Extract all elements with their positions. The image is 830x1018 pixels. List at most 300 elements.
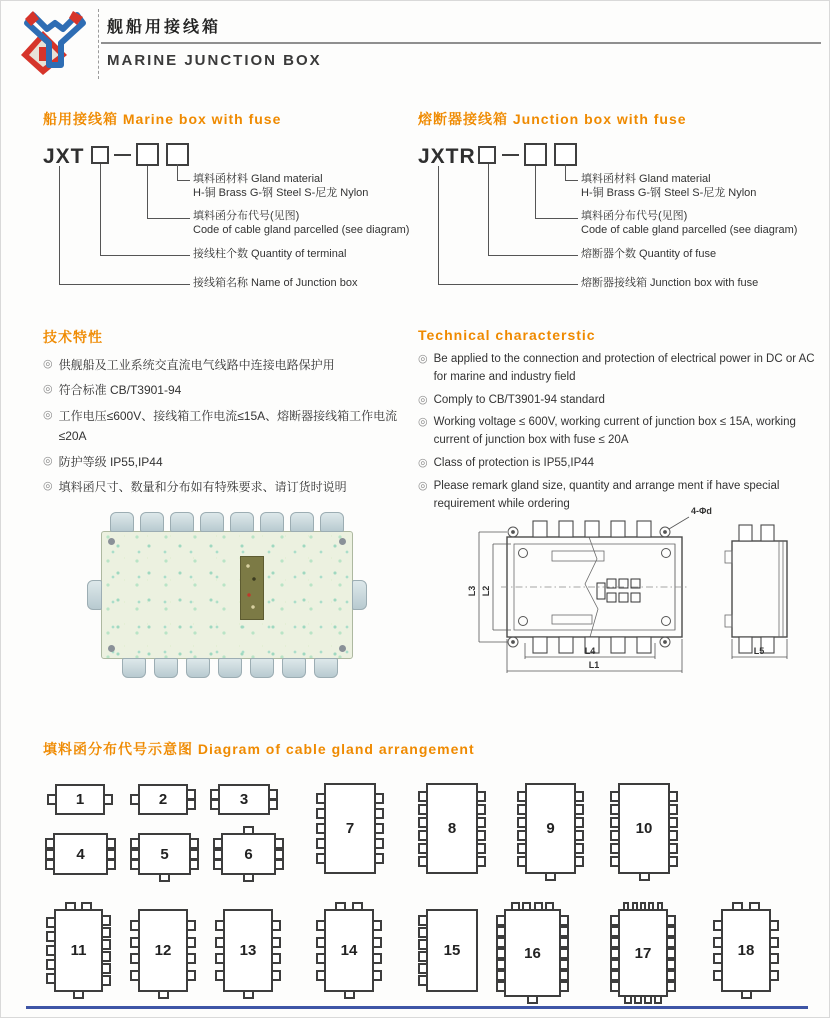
gland-nub — [610, 937, 620, 948]
gland-nub — [713, 937, 723, 948]
gland-nub — [610, 981, 620, 992]
gland-nub — [574, 830, 584, 841]
gland-box-2 — [138, 784, 188, 815]
screw-icon — [108, 538, 115, 545]
gland-nub — [45, 859, 55, 870]
gland-nub — [668, 856, 678, 867]
gland-nub — [610, 856, 620, 867]
cable-gland — [186, 658, 210, 678]
gland-nub — [271, 970, 281, 981]
gland-nub — [189, 838, 199, 849]
header-divider — [98, 9, 99, 79]
gland-nub — [243, 990, 254, 999]
gland-nub — [545, 902, 554, 911]
gland-nub — [316, 953, 326, 964]
gland-nub — [130, 920, 140, 931]
gland-box-number: 1 — [75, 791, 85, 808]
gland-nub — [186, 799, 196, 810]
gland-nub — [476, 791, 486, 802]
gland-box-14 — [324, 909, 374, 992]
gland-nub — [517, 804, 527, 815]
gland-nub — [640, 902, 646, 911]
gland-nub — [186, 953, 196, 964]
gland-nub — [610, 817, 620, 828]
gland-box-number: 18 — [737, 942, 755, 959]
gland-nub — [316, 823, 326, 834]
bullet-icon: ◎ — [418, 353, 428, 365]
gland-nub — [186, 970, 196, 981]
label-gland-material-codes: H-铜 Brass G-钢 Steel S-尼龙 Nylon — [581, 187, 757, 199]
gland-nub — [559, 926, 569, 937]
gland-nub — [496, 959, 506, 970]
cable-gland — [110, 512, 134, 532]
page-title-en: MARINE JUNCTION BOX — [107, 52, 322, 69]
tech-item: ◎ 填料函尺寸、数量和分布如有特殊要求、请订货时说明 — [43, 477, 415, 497]
bullet-icon: ◎ — [418, 457, 428, 470]
gland-nub — [374, 823, 384, 834]
gland-box-12 — [138, 909, 188, 992]
gland-nub — [103, 794, 113, 805]
gland-nub — [106, 838, 116, 849]
footer-rule — [26, 1006, 808, 1009]
gland-box-10 — [618, 783, 670, 874]
gland-nub — [769, 970, 779, 981]
cable-gland — [290, 512, 314, 532]
gland-nub — [418, 856, 428, 867]
gland-nub — [639, 872, 650, 881]
tech-item: ◎ Please remark gland size, quantity and arrange ment if have special requirement while ordering — [418, 478, 818, 514]
gland-nub — [158, 990, 169, 999]
gland-nub — [769, 953, 779, 964]
gland-nub — [623, 902, 629, 911]
gland-nub — [654, 995, 662, 1004]
gland-nub — [632, 902, 638, 911]
bullet-icon: ◎ — [418, 416, 428, 429]
section-heading-fuse-box: 熔断器接线箱 Junction box with fuse — [418, 111, 687, 127]
dim-l3: L3 — [467, 585, 477, 597]
gland-nub — [46, 959, 56, 970]
gland-nub — [559, 959, 569, 970]
bullet-icon: ◎ — [418, 393, 428, 406]
gland-nub — [666, 970, 676, 981]
model-dash — [502, 154, 519, 156]
bullet-icon: ◎ — [43, 408, 53, 421]
gland-nub — [666, 948, 676, 959]
gland-nub — [418, 963, 428, 974]
gland-nub — [713, 953, 723, 964]
tech-item: ◎ 供舰船及工业系统交直流电气线路中连接电路保护用 — [43, 355, 415, 375]
gland-box-1 — [55, 784, 105, 815]
gland-nub — [741, 990, 752, 999]
gland-nub — [666, 915, 676, 926]
gland-nub — [610, 791, 620, 802]
gland-nub — [81, 902, 92, 911]
gland-nub — [476, 830, 486, 841]
model-box-2 — [524, 143, 547, 166]
tech-heading-zh: 技术特性 — [43, 329, 103, 345]
gland-nub — [106, 859, 116, 870]
model-dash — [114, 154, 131, 156]
gland-nub — [243, 873, 254, 882]
gland-nub — [610, 948, 620, 959]
label-name: 熔断器接线箱 Junction box with fuse — [581, 277, 759, 289]
gland-nub — [668, 830, 678, 841]
gland-nub — [610, 915, 620, 926]
gland-nub — [574, 817, 584, 828]
hole-callout: 4-Φd — [691, 506, 712, 516]
gland-nub — [527, 995, 538, 1004]
bullet-icon: ◎ — [43, 454, 53, 467]
gland-nub — [271, 920, 281, 931]
header-rule — [101, 42, 821, 44]
gland-nub — [534, 902, 543, 911]
screw-icon — [339, 645, 346, 652]
gland-nub — [213, 849, 223, 860]
gland-nub — [666, 926, 676, 937]
model-code-diagram-jxt — [43, 143, 423, 303]
gland-nub — [624, 995, 632, 1004]
gland-box-number: 16 — [524, 944, 541, 962]
section-heading-marine-box: 船用接线箱 Marine box with fuse — [43, 111, 282, 127]
gland-box-5 — [138, 833, 191, 875]
gland-nub — [316, 853, 326, 864]
gland-nub — [522, 902, 531, 911]
junction-box-photo — [76, 499, 376, 689]
dim-l2: L2 — [481, 585, 491, 597]
gland-nub — [476, 804, 486, 815]
tech-item: ◎ Comply to CB/T3901-94 standard — [418, 392, 818, 410]
gland-box-number: 17 — [634, 944, 652, 962]
bullet-icon: ◎ — [418, 479, 428, 492]
bullet-icon: ◎ — [43, 383, 53, 396]
tech-item: ◎ Be applied to the connection and protection of electrical power in DC or AC for marine and industry field — [418, 351, 818, 387]
gland-nub — [517, 817, 527, 828]
gland-box-8 — [426, 783, 478, 874]
gland-nub — [559, 970, 569, 981]
label-name: 接线箱名称 Name of Junction box — [193, 277, 358, 289]
gland-box-number: 4 — [76, 845, 85, 863]
gland-nub — [210, 799, 220, 810]
gland-nub — [46, 931, 56, 942]
gland-nub — [545, 872, 556, 881]
gland-nub — [316, 808, 326, 819]
gland-nub — [610, 926, 620, 937]
gland-nub — [610, 959, 620, 970]
gland-nub — [101, 939, 111, 950]
gland-nub — [344, 990, 355, 999]
gland-nub — [496, 926, 506, 937]
gland-diagram-heading: 填料函分布代号示意图 Diagram of cable gland arrangement — [43, 741, 475, 757]
gland-nub — [668, 791, 678, 802]
tech-item: ◎ 符合标准 CB/T3901-94 — [43, 380, 415, 400]
dimensional-drawing — [467, 499, 817, 699]
label-quantity: 熔断器个数 Quantity of fuse — [581, 248, 717, 260]
model-box-1 — [478, 146, 496, 164]
gland-nub — [45, 838, 55, 849]
label-gland-code-en: Code of cable gland parcelled (see diagram) — [581, 224, 798, 236]
label-gland-material: 填料函材料 Gland material — [581, 173, 711, 185]
cable-gland — [352, 580, 367, 610]
gland-nub — [73, 990, 84, 999]
gland-nub — [610, 970, 620, 981]
gland-box-7 — [324, 783, 376, 874]
gland-nub — [213, 859, 223, 870]
bullet-icon: ◎ — [43, 479, 53, 492]
gland-nub — [130, 849, 140, 860]
tech-item: ◎ Working voltage ≤ 600V, working current of junction box ≤ 15A, working current of junction box with fuse ≤ 20A — [418, 414, 818, 450]
gland-nub — [666, 981, 676, 992]
tech-spec-zh — [43, 327, 415, 502]
gland-nub — [496, 937, 506, 948]
gland-nub — [215, 970, 225, 981]
tech-item: ◎ 防护等级 IP55,IP44 — [43, 452, 415, 472]
label-gland-material-codes: H-铜 Brass G-钢 Steel S-尼龙 Nylon — [193, 187, 369, 199]
gland-box-11 — [54, 909, 103, 992]
gland-nub — [101, 975, 111, 986]
gland-nub — [352, 902, 363, 911]
gland-nub — [476, 843, 486, 854]
gland-box-number: 8 — [447, 820, 457, 837]
tech-spec-en — [418, 327, 818, 519]
gland-nub — [517, 843, 527, 854]
gland-box-16 — [504, 909, 561, 997]
company-logo-icon — [15, 9, 95, 79]
gland-nub — [47, 794, 57, 805]
gland-nub — [648, 902, 654, 911]
gland-box-number: 12 — [154, 942, 172, 959]
gland-nub — [418, 791, 428, 802]
model-code: JXTR — [418, 145, 476, 168]
gland-nub — [335, 902, 346, 911]
gland-nub — [130, 859, 140, 870]
gland-nub — [418, 843, 428, 854]
gland-nub — [374, 793, 384, 804]
gland-nub — [666, 937, 676, 948]
gland-nub — [644, 995, 652, 1004]
cable-gland — [260, 512, 284, 532]
cable-gland — [282, 658, 306, 678]
gland-nub — [476, 856, 486, 867]
bullet-icon: ◎ — [43, 358, 53, 370]
gland-nub — [186, 937, 196, 948]
gland-nub — [610, 804, 620, 815]
gland-nub — [418, 804, 428, 815]
gland-nub — [374, 838, 384, 849]
cable-gland — [170, 512, 194, 532]
gland-nub — [574, 804, 584, 815]
gland-nub — [274, 838, 284, 849]
gland-nub — [130, 937, 140, 948]
label-quantity: 接线柱个数 Quantity of terminal — [193, 248, 347, 260]
gland-nub — [101, 915, 111, 926]
gland-nub — [668, 843, 678, 854]
gland-nub — [517, 830, 527, 841]
gland-box-number: 9 — [546, 820, 555, 837]
gland-nub — [101, 963, 111, 974]
leader-line — [438, 166, 578, 285]
gland-nub — [46, 945, 56, 956]
cable-gland — [200, 512, 224, 532]
model-box-3 — [554, 143, 577, 166]
gland-box-number: 14 — [340, 942, 358, 959]
gland-box-18 — [721, 909, 771, 992]
gland-nub — [574, 791, 584, 802]
gland-nub — [496, 948, 506, 959]
gland-box-number: 6 — [244, 845, 253, 863]
gland-nub — [610, 830, 620, 841]
gland-nub — [186, 920, 196, 931]
gland-nub — [559, 937, 569, 948]
dim-l1: L1 — [588, 660, 600, 670]
gland-nub — [749, 902, 760, 911]
gland-nub — [316, 970, 326, 981]
gland-box-number: 5 — [160, 845, 169, 863]
gland-nub — [517, 856, 527, 867]
gland-nub — [418, 915, 428, 926]
gland-nub — [418, 817, 428, 828]
gland-nub — [769, 920, 779, 931]
gland-nub — [45, 849, 55, 860]
cable-gland — [154, 658, 178, 678]
gland-nub — [316, 937, 326, 948]
gland-nub — [372, 920, 382, 931]
gland-box-6 — [221, 833, 276, 875]
gland-nub — [215, 937, 225, 948]
gland-box-4 — [53, 833, 108, 875]
label-gland-code-zh: 填料函分布代号(见图) — [581, 210, 688, 222]
cable-gland — [87, 580, 102, 610]
gland-nub — [517, 791, 527, 802]
model-box-2 — [136, 143, 159, 166]
gland-nub — [657, 902, 663, 911]
gland-nub — [476, 817, 486, 828]
gland-nub — [372, 937, 382, 948]
gland-nub — [418, 927, 428, 938]
gland-nub — [666, 959, 676, 970]
gland-nub — [372, 953, 382, 964]
junction-box-body — [101, 531, 353, 659]
gland-nub — [159, 873, 170, 882]
gland-box-3 — [218, 784, 270, 815]
gland-nub — [372, 970, 382, 981]
gland-box-13 — [223, 909, 273, 992]
tech-heading-en: Technical characterstic — [418, 327, 596, 343]
gland-nub — [189, 859, 199, 870]
gland-nub — [130, 794, 140, 805]
cable-gland — [320, 512, 344, 532]
gland-nub — [634, 995, 642, 1004]
gland-nub — [46, 973, 56, 984]
tech-list-en — [418, 351, 818, 514]
dim-l4: L4 — [584, 646, 596, 656]
gland-nub — [559, 915, 569, 926]
tech-list-zh — [43, 355, 415, 497]
gland-nub — [668, 817, 678, 828]
model-code: JXT — [43, 145, 85, 168]
gland-nub — [374, 808, 384, 819]
gland-nub — [496, 915, 506, 926]
model-box-1 — [91, 146, 109, 164]
gland-nub — [189, 849, 199, 860]
leader-line — [59, 166, 190, 285]
gland-nub — [713, 920, 723, 931]
gland-box-number: 15 — [443, 942, 461, 959]
screw-icon — [339, 538, 346, 545]
label-gland-code-en: Code of cable gland parcelled (see diagram) — [193, 224, 410, 236]
gland-nub — [574, 843, 584, 854]
cable-gland — [122, 658, 146, 678]
gland-nub — [418, 830, 428, 841]
dim-l5: L5 — [753, 646, 765, 656]
gland-nub — [268, 799, 278, 810]
cable-gland — [314, 658, 338, 678]
label-gland-material: 填料函材料 Gland material — [193, 173, 323, 185]
gland-nub — [769, 937, 779, 948]
gland-nub — [215, 953, 225, 964]
gland-nub — [559, 948, 569, 959]
gland-nub — [559, 981, 569, 992]
gland-nub — [732, 902, 743, 911]
gland-nub — [374, 853, 384, 864]
gland-box-number: 7 — [345, 820, 355, 837]
gland-nub — [101, 951, 111, 962]
gland-nub — [130, 838, 140, 849]
cable-gland — [230, 512, 254, 532]
gland-nub — [496, 970, 506, 981]
page-title-zh: 舰船用接线箱 — [107, 19, 222, 36]
model-code-diagram-jxtr — [418, 143, 798, 303]
gland-nub — [274, 859, 284, 870]
gland-nub — [213, 838, 223, 849]
gland-box-number: 10 — [635, 820, 653, 837]
nameplate — [240, 556, 264, 620]
gland-nub — [668, 804, 678, 815]
gland-nub — [316, 838, 326, 849]
tech-item: ◎ 工作电压≤600V、接线箱工作电流≤15A、熔断器接线箱工作电流≤20A — [43, 406, 415, 447]
model-box-3 — [166, 143, 189, 166]
gland-nub — [418, 951, 428, 962]
gland-nub — [418, 975, 428, 986]
gland-nub — [574, 856, 584, 867]
gland-nub — [106, 849, 116, 860]
gland-nub — [130, 970, 140, 981]
gland-nub — [271, 953, 281, 964]
gland-box-number: 11 — [70, 942, 87, 959]
gland-nub — [418, 939, 428, 950]
gland-nub — [274, 849, 284, 860]
screw-icon — [108, 645, 115, 652]
gland-nub — [243, 826, 254, 835]
gland-nub — [46, 917, 56, 928]
gland-nub — [271, 937, 281, 948]
gland-nub — [713, 970, 723, 981]
gland-nub — [496, 981, 506, 992]
cable-gland — [218, 658, 242, 678]
gland-box-number: 2 — [158, 791, 168, 808]
gland-box-17 — [618, 909, 668, 997]
gland-nub — [130, 953, 140, 964]
gland-nub — [65, 902, 76, 911]
gland-nub — [511, 902, 520, 911]
cable-gland — [250, 658, 274, 678]
gland-nub — [215, 920, 225, 931]
gland-box-number: 3 — [239, 791, 249, 808]
gland-nub — [316, 920, 326, 931]
gland-nub — [101, 927, 111, 938]
gland-nub — [316, 793, 326, 804]
gland-box-15 — [426, 909, 478, 992]
tech-item: ◎ Class of protection is IP55,IP44 — [418, 455, 818, 473]
